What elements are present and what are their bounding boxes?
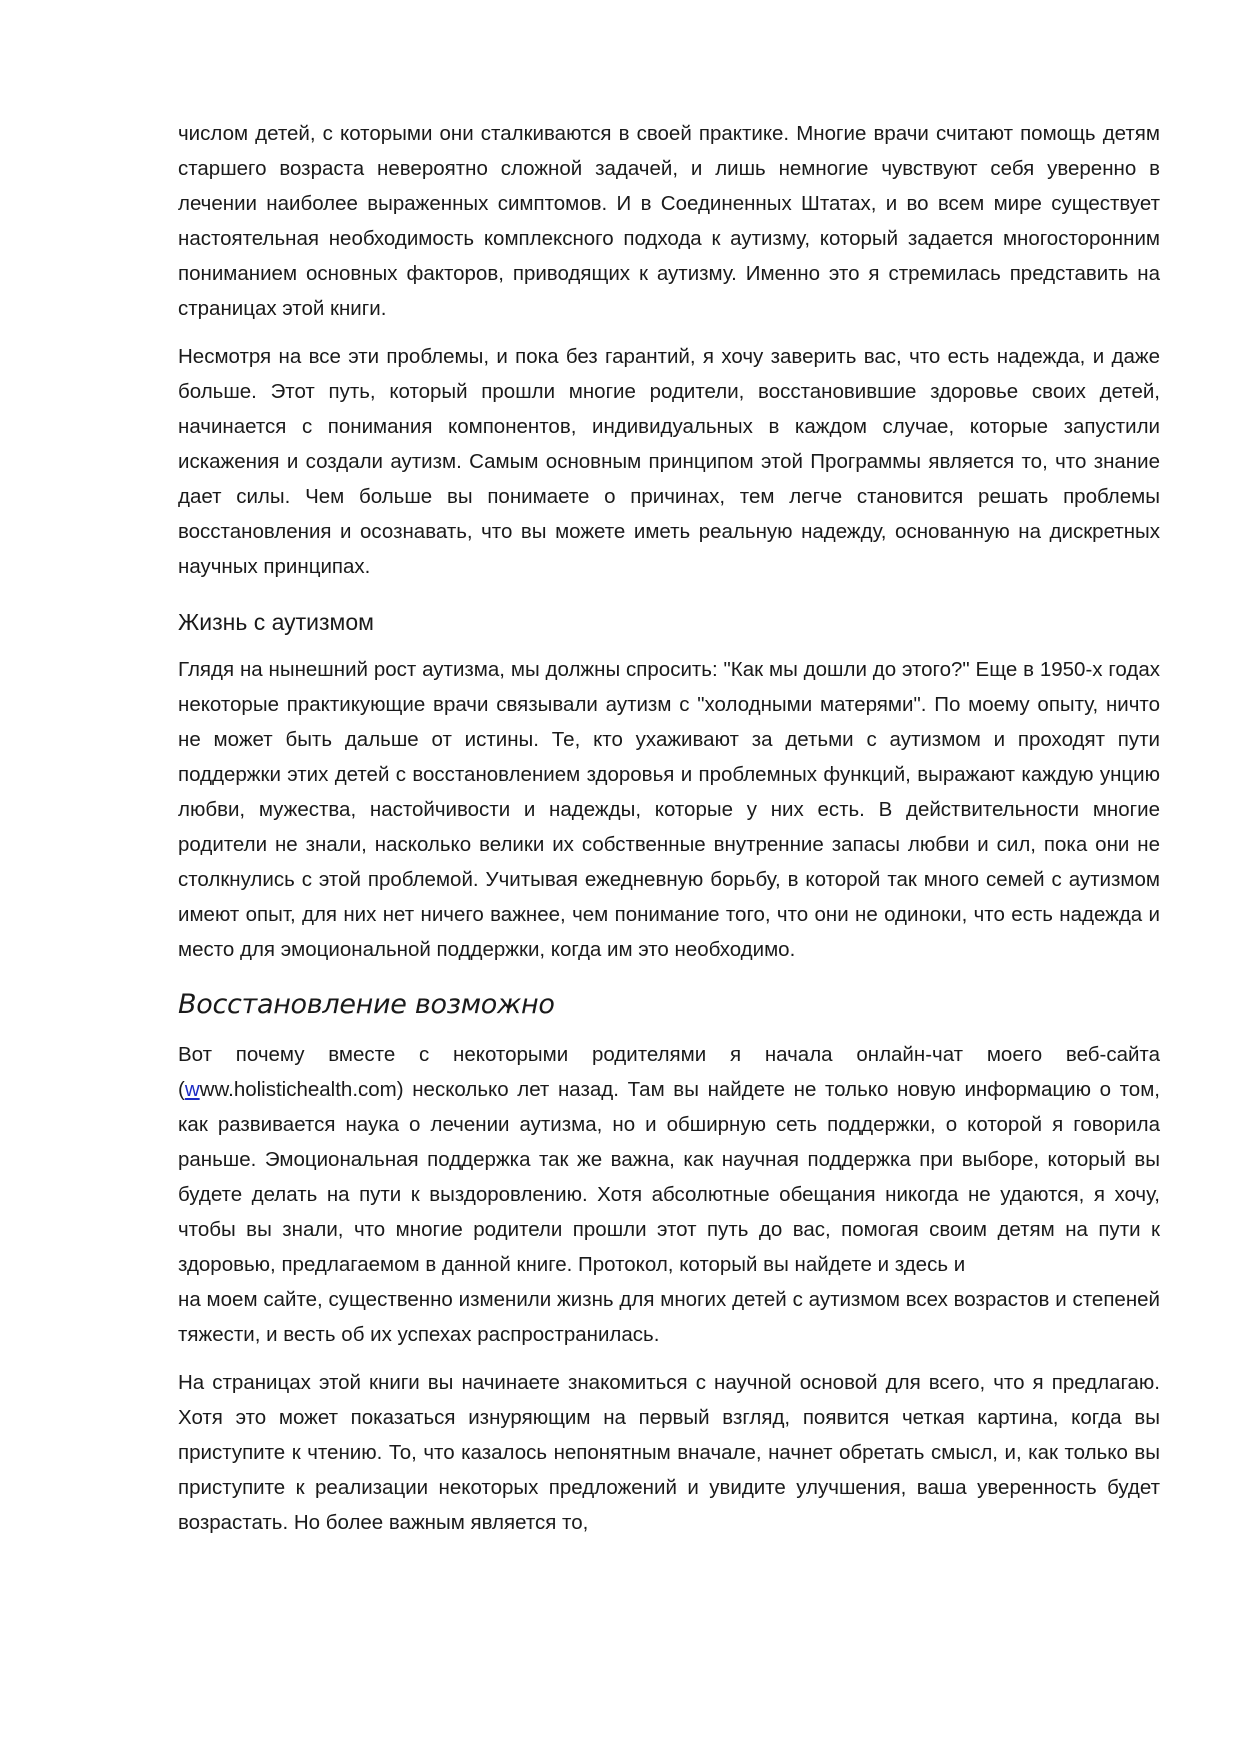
paragraph-book-pages: На страницах этой книги вы начинаете знакомиться с научной основой для всего, что я предлагаю. Хотя это может показаться изнуряющим на первый взгляд, появится четкая картина, когда вы приступите к чтению. То, что казалось непонятным вначале, начнет обретать смысл, и, как только вы приступите к реализации некоторых предложений и увидите улучшения, ваша уверенность будет возрастать. Но более важным является то, bbox=[178, 1371, 1160, 1534]
section-heading-living-with-autism: Жизнь с аутизмом bbox=[178, 609, 374, 635]
paragraph-intro-continuation: числом детей, с которыми они сталкиваются в своей практике. Многие врачи считают помощь детям старшего возраста невероятно сложной задачей, и лишь немногие чувствуют себя уверенно в лечении наиболее выраженных симптомов. И в Соединенных Штатах, и во всем мире существует настоятельная необходимость комплексного подхода к аутизму, который задается многосторонним пониманием основных факторов, приводящих к аутизму. Именно это я стремилась представить на страницах этой книги. bbox=[178, 122, 1160, 320]
paragraph-website-text-before: Вот почему вместе с некоторыми родителями я начала онлайн-чат моего веб-сайта ( bbox=[178, 1043, 1160, 1101]
paragraph-hope: Несмотря на все эти проблемы, и пока без гарантий, я хочу заверить вас, что есть надежда, и даже больше. Этот путь, который прошли многие родители, восстановившие здоровье своих детей, начинается с понимания компонентов, индивидуальных в каждом случае, которые запустили искажения и создали аутизм. Самым основным принципом этой Программы является то, что знание дает силы. Чем больше вы понимаете о причинах, тем легче становится решать проблемы восстановления и осознавать, что вы можете иметь реальную надежду, основанную на дискретных научных принципах. bbox=[178, 345, 1160, 578]
section-heading-recovery-possible: Восстановление возможно bbox=[178, 989, 555, 1020]
paragraph-living-with-autism: Глядя на нынешний рост аутизма, мы должны спросить: "Как мы дошли до этого?" Еще в 1950-х годах некоторые практикующие врачи связывали аутизм с "холодными матерями". По моему опыту, ничто не может быть дальше от истины. Те, кто ухаживают за детьми с аутизмом и проходят пути поддержки этих детей с восстановлением здоровья и проблемных функций, выражают каждую унцию любви, мужества, настойчивости и надежды, которые у них есть. В действительности многие родители не знали, насколько велики их собственные внутренние запасы любви и сил, пока они не столкнулись с этой проблемой. Учитывая ежедневную борьбу, в которой так много семей с аутизмом имеют опыт, для них нет ничего важнее, чем понимание того, что они не одиноки, что есть надежда и место для эмоциональной поддержки, когда им это необходимо. bbox=[178, 658, 1160, 961]
document-page bbox=[178, 116, 1160, 1540]
website-link-rest: ww.holistichealth.com bbox=[199, 1078, 397, 1101]
website-link[interactable]: w bbox=[184, 1078, 200, 1101]
paragraph-website bbox=[178, 1037, 1160, 1352]
paragraph-website-text-continued: на моем сайте, существенно изменили жизнь для многих детей с аутизмом всех возрастов и степеней тяжести, и весть об их успехах распространилась. bbox=[178, 1288, 1160, 1346]
paragraph-website-text-after: ) несколько лет назад. Там вы найдете не только новую информацию о том, как развивается наука о лечении аутизма, но и обширную сеть поддержки, о которой я говорила раньше. Эмоциональная поддержка так же важна, как научная поддержка при выборе, который вы будете делать на пути к выздоровлению. Хотя абсолютные обещания никогда не удаются, я хочу, чтобы вы знали, что многие родители прошли этот путь до вас, помогая своим детям на пути к здоровью, предлагаемом в данной книге. Протокол, который вы найдете и здесь и bbox=[178, 1078, 1160, 1276]
